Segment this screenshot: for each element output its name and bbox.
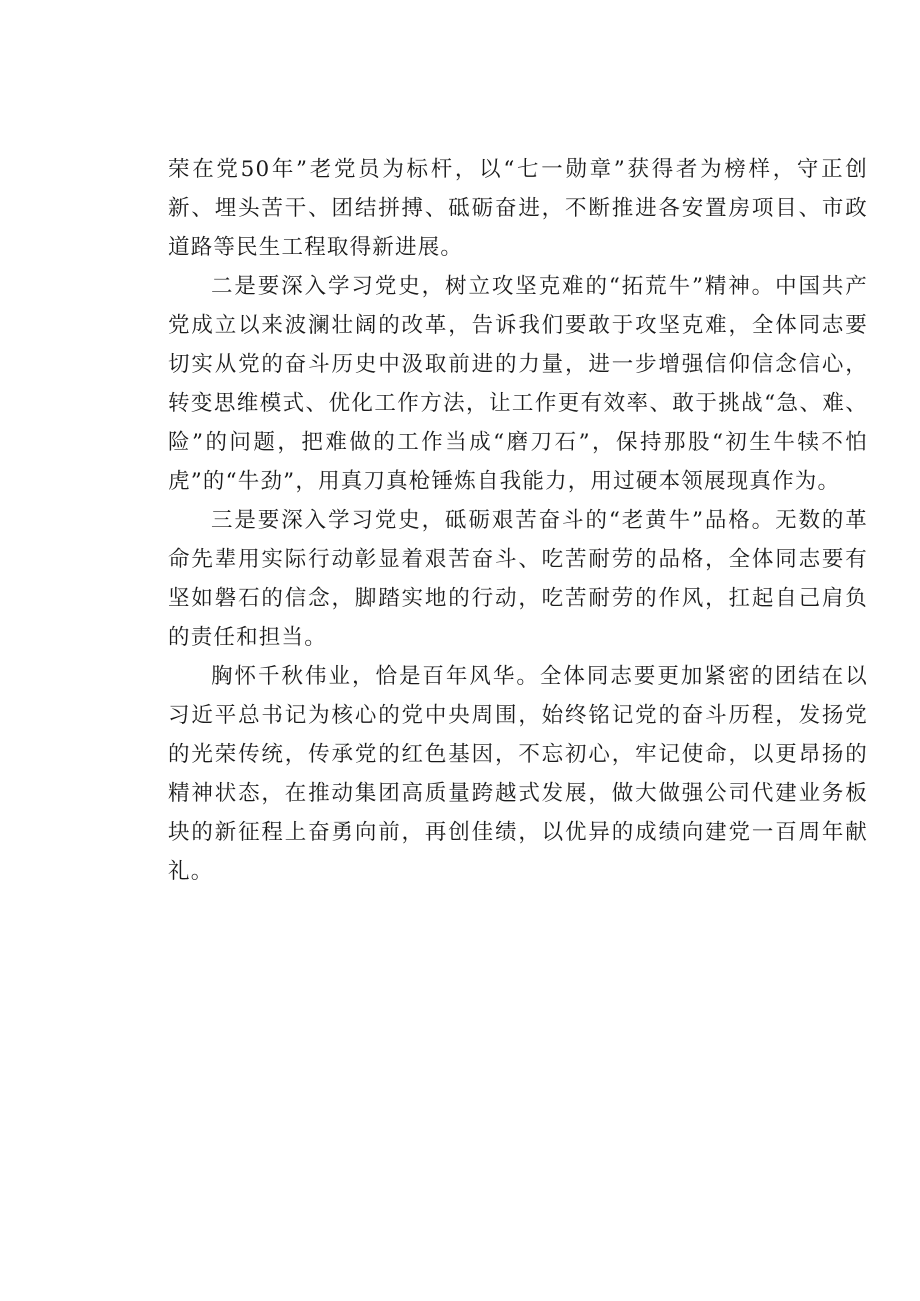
paragraph-conclusion: 胸怀千秋伟业，恰是百年风华。全体同志要更加紧密的团结在以习近平总书记为核心的党中央周围，始终铭记党的奋斗历程，发扬党的光荣传统，传承党的红色基因，不忘初心，牢记使命，以更昂扬的精神状态，在推动集团高质量跨越式发展，做大做强公司代建业务板块的新征程上奋勇向前，再创佳绩，以优异的成绩向建党一百周年献礼。 [168, 664, 868, 884]
paragraph-continued: 荣在党50年”老党员为标杆，以“七一勋章”获得者为榜样，守正创新、埋头苦干、团结拼搏、砥砺奋进，不断推进各安置房项目、市政道路等民生工程取得新进展。 [168, 157, 868, 260]
paragraph-laohuangniu-character: 三是要深入学习党史，砥砺艰苦奋斗的“老黄牛”品格。无数的革命先辈用实际行动彰显着艰苦奋斗、吃苦耐劳的品格，全体同志要有坚如磐石的信念，脚踏实地的行动，吃苦耐劳的作风，扛起自己肩负的责任和担当。 [168, 508, 868, 650]
paragraph-tuohuangniu-spirit: 二是要深入学习党史，树立攻坚克难的“拓荒牛”精神。中国共产党成立以来波澜壮阔的改革，告诉我们要敢于攻坚克难，全体同志要切实从党的奋斗历史中汲取前进的力量，进一步增强信仰信念信心，转变思维模式、优化工作方法，让工作更有效率、敢于挑战“急、难、险”的问题，把难做的工作当成“磨刀石”，保持那股“初生牛犊不怕虎”的“牛劲”，用真刀真枪锤炼自我能力，用过硬本领展现真作为。 [168, 274, 868, 494]
document-body [168, 150, 868, 891]
